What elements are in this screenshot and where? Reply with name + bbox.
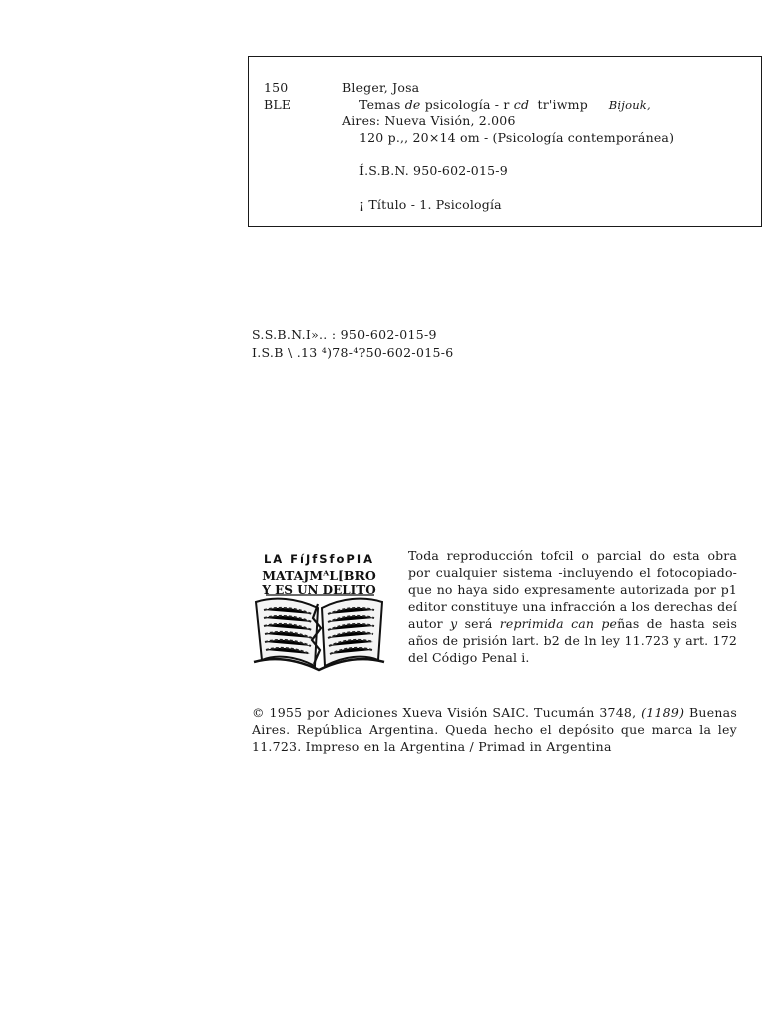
isbn-line: S.S.B.N.I».. : 950-602-015-9 [252,327,437,342]
logo-line-3: Y ES UN DELITO [262,583,376,597]
copyright-postal-code: (1189) [641,705,685,720]
notice-text: será [457,616,500,631]
notice-text: ñas de hasta seis años de prisión lart. b2 de ln ley 11.723 y art. 172 del Código Penal i. [408,616,738,665]
copyright-text: © 1955 por Adiciones Xueva Visión SAIC. Tucumán 3748, [252,705,642,720]
title-part-italic: Bijouk, [608,98,651,112]
isbn-block [252,326,453,362]
title-part: psicología - r [424,97,510,112]
notice-text-italic: reprimida can pe [499,616,618,631]
copyright-text: Buenas Aires. República Argentina. Queda hecho el depósito que marca la ley 11.723. Impreso en la Argentina / Primad in Argentina [252,705,738,754]
subject-headings: ¡ Título - 1. Psicología [359,197,502,212]
logo-line-1: LA FíJfSfoPIA [263,552,375,566]
title-part: Temas [359,97,401,112]
torn-book-icon [252,594,386,672]
photocopy-warning-logo [252,548,386,672]
title-line [359,97,651,112]
title-part-italic: cd [513,97,530,112]
copyright-notice [408,547,737,666]
class-number: 150 [264,80,289,95]
isbn13-line: I.S.B \ .13 ⁴)78-⁴?50-602-015-6 [252,345,454,360]
logo-line-2: MATAJMᴬL[BRO [262,568,376,583]
notice-text: Toda reproducción tofcil o parcial do esta obra por cualquier sistema -incluyendo el fotocopiado- que no haya sido expresamente autorizada por p1 editor constituye una infracción a los derechas deí autor [408,548,737,631]
imprint-line: Aires: Nueva Visión, 2.006 [342,113,516,128]
title-part-italic: de [404,97,421,112]
physical-description: 120 p.,, 20×14 om - (Psicología contemporánea) [359,130,675,145]
publisher-copyright [252,704,737,755]
card-isbn: Í.S.B.N. 950-602-015-9 [359,163,508,178]
title-part: tr'iwmp [537,97,588,112]
author-line: Bleger, Josa [342,80,420,95]
catalog-card [248,56,762,227]
notice-text-italic: y [450,616,458,631]
author-mark: BLE [264,97,292,112]
